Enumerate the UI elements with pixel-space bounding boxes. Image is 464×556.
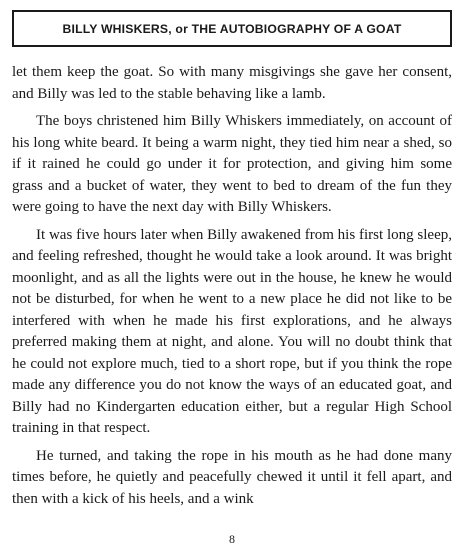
book-title: BILLY WHISKERS, or THE AUTOBIOGRAPHY OF A GOAT (62, 21, 402, 36)
paragraph: let them keep the goat. So with many misgivings she gave her consent, and Billy was led to the stable behaving like a lamb. (12, 64, 452, 102)
paragraph: It was five hours later when Billy awakened from his first long sleep, and feeling refreshed, thought he would take a look around. It was bright moonlight, and as all the lights were out in the house, he knew he would not be disturbed, for when he went to a new place he did not like to be interfered with when he made his first explorations, and he always preferred making them at night, and alone. You will no doubt think that he could not explore much, tied to a short rope, but if you think the rope made any difference you do not know the ways of an educated goat, and Billy had no Kindergarten education either, but a regular High School training in that respect. (12, 226, 452, 436)
paragraph: The boys christened him Billy Whiskers immediately, on account of his long white beard. It being a warm night, they tied him near a shed, so if it rained he could go under it for protection, and giving him some grass and a bucket of water, they went to bed to dream of the fun they were going to have the next day with Billy Whiskers. (12, 113, 452, 215)
page-number: 8 (229, 532, 235, 546)
paragraph: He turned, and taking the rope in his mouth as he had done many times before, he quietly and peacefully chewed it until it fell apart, and then with a kick of his heels, and a wink (12, 447, 452, 507)
page-body (12, 62, 452, 510)
running-header (12, 10, 452, 47)
